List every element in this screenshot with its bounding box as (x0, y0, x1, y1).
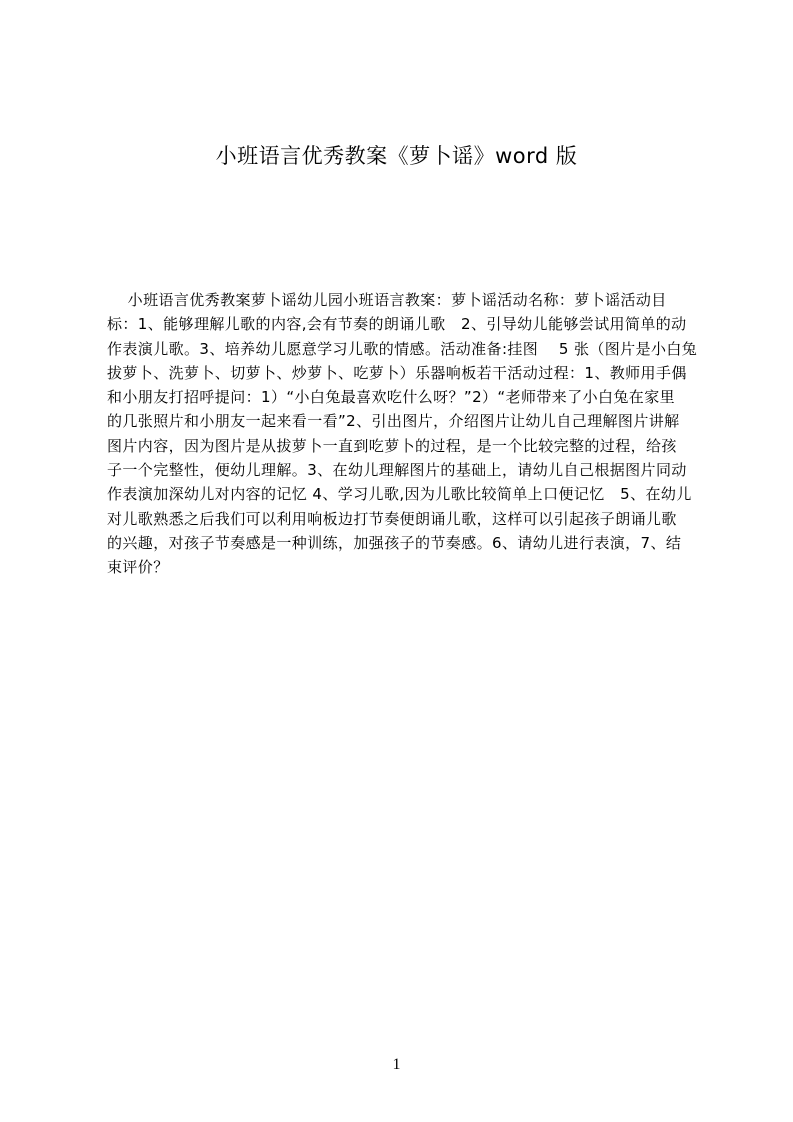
body-line: 的几张照片和小朋友一起来看一看”2、引出图片，介绍图片让幼儿自己理解图片讲解 (107, 412, 680, 431)
body-line: 小班语言优秀教案萝卜谣幼儿园小班语言教案：萝卜谣活动名称：萝卜谣活动目 (107, 291, 667, 309)
body-line: 束评价？ (107, 558, 169, 577)
document-title: 小班语言优秀教案《萝卜谣》word 版 (215, 144, 578, 168)
body-paragraph (107, 288, 697, 580)
body-line: 图片内容，因为图片是从拔萝卜一直到吃萝卜的过程，是一个比较完整的过程，给孩 (107, 436, 677, 455)
page-number: 1 (392, 1056, 401, 1073)
body-line: 作表演儿歌。3、培养幼儿愿意学习儿歌的情感。活动准备:挂图 5 张（图片是小白兔 (107, 339, 697, 358)
body-line: 子一个完整性，便幼儿理解。3、在幼儿理解图片的基础上，请幼儿自己根据图片同动 (107, 461, 687, 480)
body-line: 和小朋友打招呼提问：1）“小白兔最喜欢吃什么呀？”2）“老师带来了小白兔在家里 (107, 388, 676, 407)
body-line: 作表演加深幼儿对内容的记忆 4、学习儿歌,因为儿歌比较简单上口便记忆 5、在幼儿 (107, 485, 692, 504)
body-line: 的兴趣，对孩子节奏感是一种训练，加强孩子的节奏感。6、请幼儿进行表演，7、结 (107, 533, 682, 552)
body-line: 拔萝卜、洗萝卜、切萝卜、炒萝卜、吃萝卜）乐器响板若干活动过程：1、教师用手偶 (107, 363, 687, 382)
body-line: 对儿歌熟悉之后我们可以利用响板边打节奏便朗诵儿歌，这样可以引起孩子朗诵儿歌 (107, 509, 677, 528)
body-line: 标：1、能够理解儿歌的内容,会有节奏的朗诵儿歌 2、引导幼儿能够尝试用简单的动 (107, 315, 687, 334)
